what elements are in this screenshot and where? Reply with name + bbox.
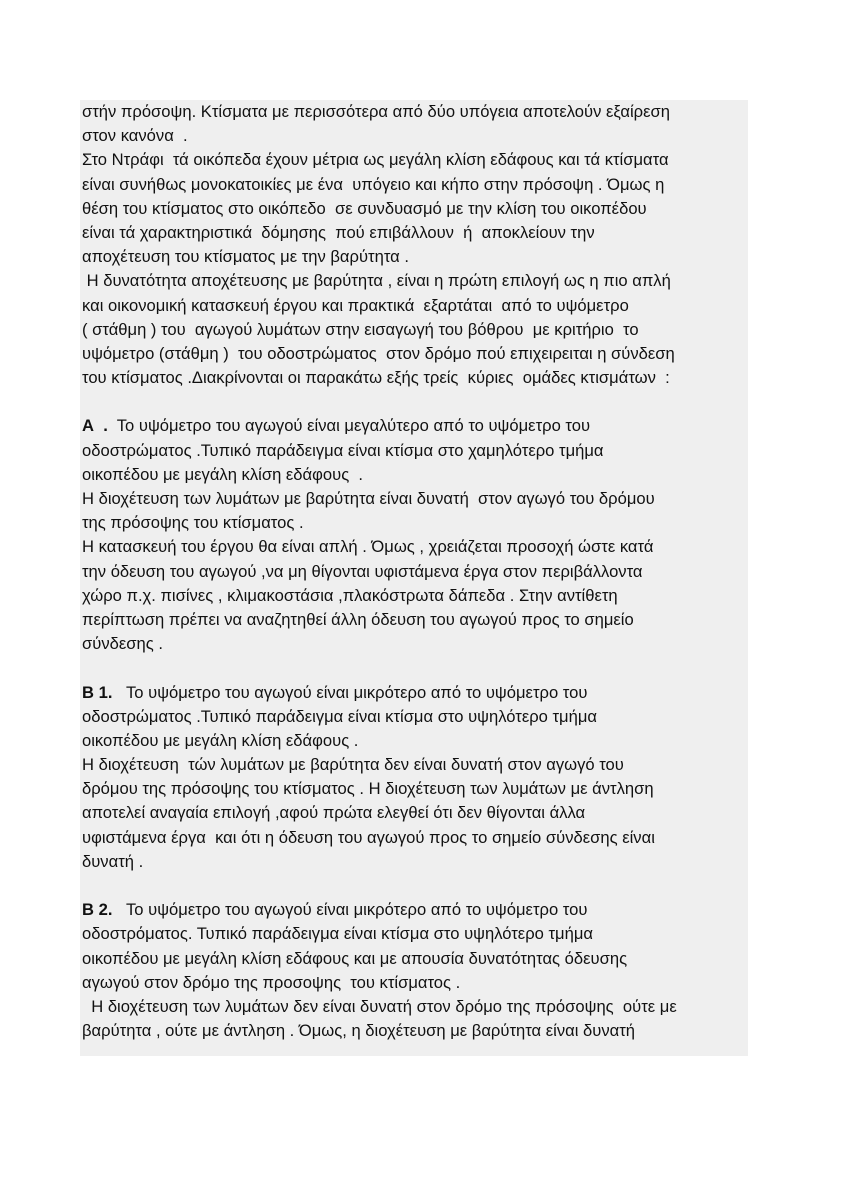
intro-line: υψόμετρο (στάθμη ) του οδοστρώματος στον δρόμο πού επιχειρειται η σύνδεση <box>82 343 675 363</box>
section-b2-line: οικοπέδου με μεγάλη κλίση εδάφους και με απουσία δυνατότητας όδευσης <box>82 948 628 968</box>
section-b2-line: Η διοχέτευση των λυμάτων δεν είναι δυνατή στον δρόμο της πρόσοψης ούτε με <box>82 996 677 1016</box>
intro-line: αποχέτευση του κτίσματος με την βαρύτητα . <box>82 247 409 267</box>
section-b2-line: οδοστρόματος. Τυπικό παράδειγμα είναι κτίσμα στο υψηλότερο τμήμα <box>82 924 593 944</box>
section-b1-label: Β 1. <box>82 682 113 702</box>
intro-line: και οικονομική κατασκευή έργου και πρακτικά εξαρτάται από το υψόμετρο <box>82 295 629 315</box>
section-a-line: Η κατασκευή του έργου θα είναι απλή . Όμως , χρειάζεται προσοχή ώστε κατά <box>82 537 654 557</box>
intro-line: θέση του κτίσματος στο οικόπεδο σε συνδυασμό με την κλίση του οικοπέδου <box>82 198 647 218</box>
section-b1-first-line <box>82 681 748 705</box>
section-b1-line: υφιστάμενα έργα και ότι η όδευση του αγωγού προς το σημείο σύνδεσης είναι <box>82 827 655 847</box>
section-b1-line: Η διοχέτευση τών λυμάτων με βαρύτητα δεν είναι δυνατή στον αγωγό του <box>82 755 624 775</box>
section-b1-line: οδοστρώματος .Τυπικό παράδειγμα είναι κτίσμα στο υψηλότερο τμήμα <box>82 706 597 726</box>
section-a-line: σύνδεσης . <box>82 634 163 654</box>
section-b2-label: Β 2. <box>82 900 113 920</box>
section-b2-line: βαρύτητα , ούτε με άντληση . Όμως, η διοχέτευση με βαρύτητα είναι δυνατή <box>82 1021 636 1041</box>
section-a-text: Το υψόμετρο του αγωγού είναι μεγαλύτερο από το υψόμετρο του <box>107 416 591 436</box>
section-a-line: Η διοχέτευση των λυμάτων με βαρύτητα είναι δυνατή στον αγωγό του δρόμου <box>82 489 655 508</box>
section-a-line: οικοπέδου με μεγάλη κλίση εδάφους . <box>82 464 364 484</box>
section-b1-line: αποτελεί αναγαία επιλογή ,αφού πρώτα ελεγθεί ότι δεν θίγονται άλλα <box>82 803 586 823</box>
intro-line: είναι συνήθως μονοκατοικίες με ένα υπόγειο και κήπο στην πρόσοψη . Όμως η <box>82 174 665 194</box>
section-a-label: Α . <box>82 416 108 436</box>
section-b1-text: Το υψόμετρο του αγωγού είναι μικρότερο από το υψόμετρο του <box>112 682 588 702</box>
section-b2-line: αγωγού στον δρόμο της προσοψης του κτίσματος . <box>82 972 461 992</box>
intro-line: είναι τά χαρακτηριστικά δόμησης πού επιβάλλουν ή αποκλείουν την <box>82 222 595 242</box>
intro-line: Στο Ντράφι τά οικόπεδα έχουν μέτρια ως μεγάλη κλίση εδάφους και τά κτίσματα <box>82 150 669 170</box>
section-a-line: χώρο π.χ. πισίνες , κλιμακοστάσια ,πλακόστρωτα δάπεδα . Στην αντίθετη <box>82 585 618 605</box>
intro-line: στον κανόνα . <box>82 126 188 146</box>
section-a-line: της πρόσοψης του κτίσματος . <box>82 513 304 533</box>
intro-line: Η δυνατότητα αποχέτευσης με βαρύτητα , είναι η πρώτη επιλογή ως η πιο απλή <box>82 271 671 291</box>
section-b2-text: Το υψόμετρο του αγωγού είναι μικρότερο από το υψόμετρο του <box>112 900 588 920</box>
paragraph-spacer <box>82 656 748 680</box>
text-block <box>80 100 748 1056</box>
section-b2-first-line <box>82 898 748 922</box>
paragraph-spacer <box>82 874 748 898</box>
section-a-line: την όδευση του αγωγού ,να μη θίγονται υφιστάμενα έργα στον περιβάλλοντα <box>82 561 643 581</box>
intro-line: του κτίσματος .Διακρίνονται οι παρακάτω εξής τρείς κύριες ομάδες κτισμάτων : <box>82 368 670 388</box>
section-a-line: οδοστρώματος .Τυπικό παράδειγμα είναι κτίσμα στο χαμηλότερο τμήμα <box>82 440 604 460</box>
paragraph-spacer <box>82 390 748 414</box>
section-b1-line: οικοπέδου με μεγάλη κλίση εδάφους . <box>82 730 359 750</box>
section-a-first-line <box>82 414 748 438</box>
section-b1-line: δυνατή . <box>82 851 144 871</box>
intro-line: στήν πρόσοψη. Κτίσματα με περισσότερα από δύο υπόγεια αποτελούν εξαίρεση <box>82 102 670 121</box>
section-a-line: περίπτωση πρέπει να αναζητηθεί άλλη όδευση του αγωγού προς το σημείο <box>82 609 634 629</box>
section-b1-line: δρόμου της πρόσοψης του κτίσματος . Η διοχέτευση των λυμάτων με άντληση <box>82 779 654 799</box>
intro-line: ( στάθμη ) του αγωγού λυμάτων στην εισαγωγή του βόθρου με κριτήριο το <box>82 319 639 339</box>
